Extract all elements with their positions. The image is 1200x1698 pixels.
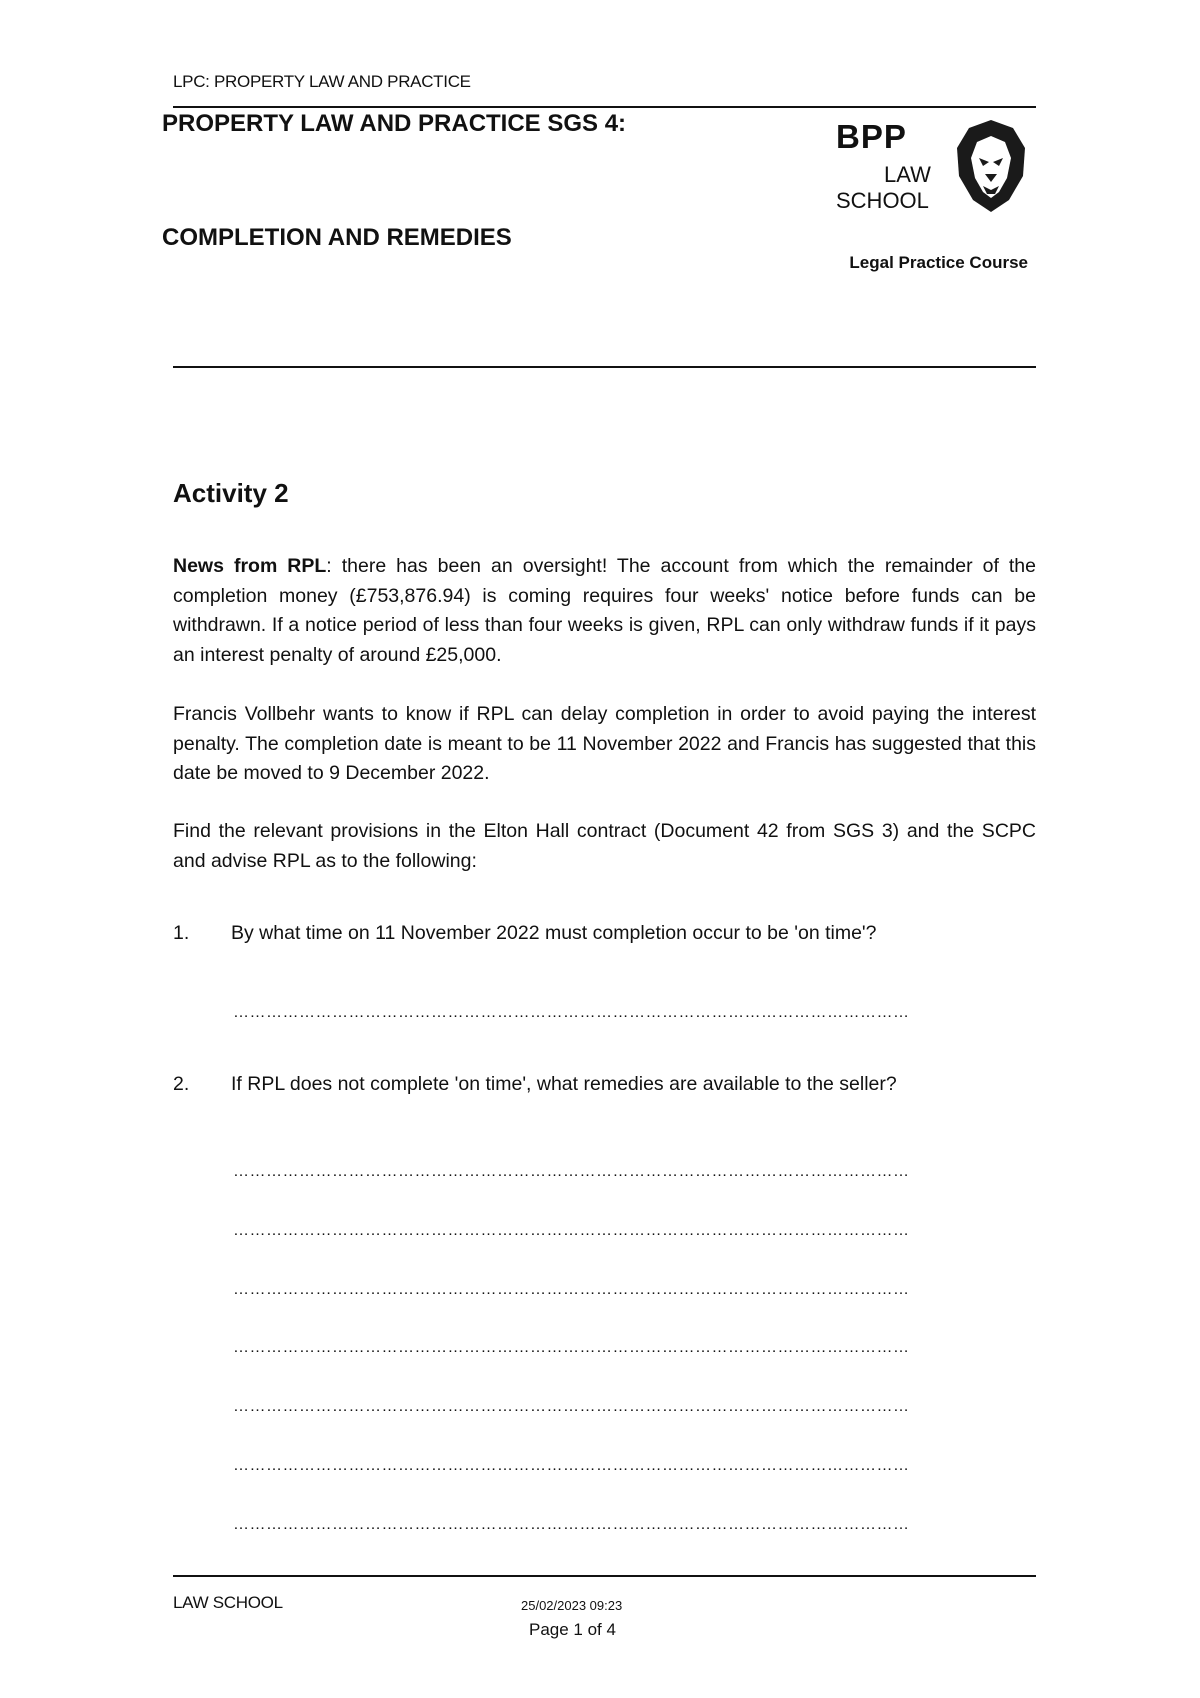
footer-page-number: Page 1 of 4 <box>529 1620 616 1639</box>
footer-school: LAW SCHOOL <box>173 1593 283 1612</box>
question-2-number: 2. <box>173 1073 190 1095</box>
logo-text-bpp: BPP <box>836 118 907 155</box>
francis-paragraph: Francis Vollbehr wants to know if RPL can delay completion in order to avoid paying the interest penalty. The completion date is meant to be 11 November 2022 and Francis has suggested that this date be moved to 9 December 2022. <box>173 703 1036 784</box>
news-body: : there has been an oversight! The account from which the remainder of the completion money (£753,876.94) is coming requires four weeks' notice before funds can be withdrawn. If a notice period of less than four weeks is given, RPL can only withdraw funds if it pays an interest penalty of around £25,000. <box>173 555 1037 666</box>
answer-line-4[interactable]: …………………………………………………………………………………………………………… <box>233 1281 910 1298</box>
answer-line-2[interactable]: …………………………………………………………………………………………………………… <box>233 1163 910 1180</box>
answer-line-6[interactable]: …………………………………………………………………………………………………………… <box>233 1398 910 1415</box>
answer-line-1[interactable]: …………………………………………………………………………………………………………… <box>233 1004 910 1021</box>
answer-line-8[interactable]: …………………………………………………………………………………………………………… <box>233 1516 910 1533</box>
logo-text-law: LAW <box>884 162 931 187</box>
document-subtitle: COMPLETION AND REMEDIES <box>162 224 512 251</box>
section-rule <box>173 366 1036 368</box>
answer-line-5[interactable]: …………………………………………………………………………………………………………… <box>233 1339 910 1356</box>
header-rule <box>173 106 1036 108</box>
course-label: Legal Practice Course <box>849 253 1028 272</box>
instructions-paragraph: Find the relevant provisions in the Elton Hall contract (Document 42 from SGS 3) and the SCPC and advise RPL as to the following: <box>173 820 1036 872</box>
footer-timestamp: 25/02/2023 09:23 <box>521 1598 623 1613</box>
document-title: PROPERTY LAW AND PRACTICE SGS 4: <box>162 110 627 137</box>
bpp-logo <box>836 118 1032 216</box>
answer-line-3[interactable]: …………………………………………………………………………………………………………… <box>233 1222 910 1239</box>
question-1-number: 1. <box>173 922 190 944</box>
news-paragraph <box>173 552 1036 670</box>
lion-head-icon <box>953 118 1029 214</box>
answer-line-7[interactable]: …………………………………………………………………………………………………………… <box>233 1457 910 1474</box>
running-header: LPC: PROPERTY LAW AND PRACTICE <box>173 72 471 91</box>
activity-heading: Activity 2 <box>173 478 289 508</box>
question-2-text: If RPL does not complete 'on time', what remedies are available to the seller? <box>231 1073 897 1095</box>
question-1-text: By what time on 11 November 2022 must completion occur to be 'on time'? <box>231 922 877 944</box>
footer-rule <box>173 1575 1036 1577</box>
news-lead: News from RPL <box>173 555 327 577</box>
logo-text-school: SCHOOL <box>836 188 929 213</box>
